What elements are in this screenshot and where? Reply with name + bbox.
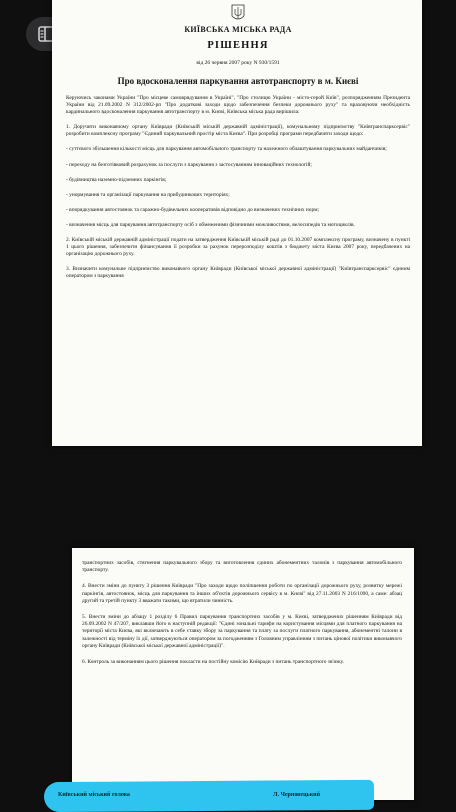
signature-name: Л. Черновецький <box>273 792 321 798</box>
decision-date-number: від 26 червня 2007 року N 930/1591 <box>196 60 280 66</box>
clause-paragraph: - впорядкування автостоянок та гаражно-будівельних кооперативів відповідно до визначених технічних норм; <box>66 206 319 213</box>
decision-title: Про вдосконалення паркування автотранспорту в м. Києві <box>117 76 359 86</box>
clause-paragraph: - будівництва наземно-підземних паркінгів; <box>66 176 167 183</box>
preamble-paragraph: Керуючись законами України "Про місцеве самоврядування в Україні", "Про столицю України - місто-герой Київ", розпорядженням Президента України від 21.09.2002 N 312/2002-рп "Про додаткові заходи щодо забезпечення безпеки дорожнього руху" та враховуючи необхідність кардинального вдосконалення паркування автотранспорту в м. Києві, Київська міська рада вирішила: <box>66 95 410 116</box>
clause-paragraph: 4. Внести зміни до пункту 3 рішення Київради "Про заходи щодо поліпшення роботи по організації дорожнього руху, розвитку мережі паркінгів, автостоянок, місць для паркування та інших об'єктів дорожнього сервісу в м. Києві" від 27.11.2003 N 216/1090, а саме: абзац другий та третій пункту 3 вважати такими, що втратили чинність. <box>82 583 402 604</box>
signature-title: Київський міський голова <box>58 792 130 798</box>
council-name: КИЇВСЬКА МІСЬКА РАДА <box>184 25 292 34</box>
clause-paragraph: 1. Доручити виконавчому органу Київради (Київській міській державній адміністрації), комунальному підприємству "Київтранспарксервіс" розробити комплексну програму "Єдиний паркувальний простір міста Києва". При розробці програми передбачити заходи щодо: <box>66 124 410 138</box>
clause-paragraph: 5. Внести зміни до абзацу 1 розділу 6 Правил паркування транспортних засобів у м. Києві, затверджених рішенням Київради від 26.09.2002 N 47/207, виклавши його в наступній редакції: "Єдині зональні тарифи на користування місцями для платного паркування на території міста Києва, які включають в себе ставку збору за паркування та плату за послуги платного паркування, абонементні талони в залежності від терміну їх дії, затверджуються оператором за погодженням з Головним управлінням з питань цінової політики виконавчого органу Київради (Київської міської державної адміністрації)". <box>82 614 402 649</box>
clause-paragraph: - суттєвого збільшення кількості місць для паркування автомобільного транспорту та належного облаштування паркувальних майданчиків; <box>66 146 387 153</box>
clause-paragraph: 3. Визначити комунальне підприємство виконавчого органу Київради (Київської міської державної адміністрації) "Київтранспарксервіс" єдиним оператором з паркування <box>66 266 410 280</box>
clause-paragraph: транспортних засобів, стягнення паркувального збору та виготовлення єдиних абонементних талонів з паркування автомобільного транспорту. <box>82 560 402 574</box>
clause-paragraph: 2. Київській міській державній адміністрації подати на затвердження Київській міській раді до 01.10.2007 комплексну програму, визначену в пункті 1 цього рішення, забезпечити фінансування її розробки за рахунок перерозподілу коштів з бюджету міста Києва 2007 року, передбачених на організацію дорожнього руху. <box>66 237 410 258</box>
clause-paragraph: - унормування та організації паркування на прибудинкових територіях; <box>66 191 230 198</box>
document-page-2 <box>72 548 414 800</box>
clause-paragraph: 6. Контроль за виконанням цього рішення покласти на постійну комісію Київради з питань транспортного зв'язку. <box>82 659 345 666</box>
coat-of-arms-icon <box>231 4 245 22</box>
clause-paragraph: - визначення місць для паркування автотранспорту осіб з обмеженими фізичними можливостями, велосипедів та мотоциклів. <box>66 221 355 228</box>
document-page-1 <box>52 0 422 446</box>
clause-paragraph: - переходу на безготівковий розрахунок за послуги з паркування з застосуванням інноваційних технологій; <box>66 161 312 168</box>
decision-heading: РІШЕННЯ <box>207 40 269 51</box>
